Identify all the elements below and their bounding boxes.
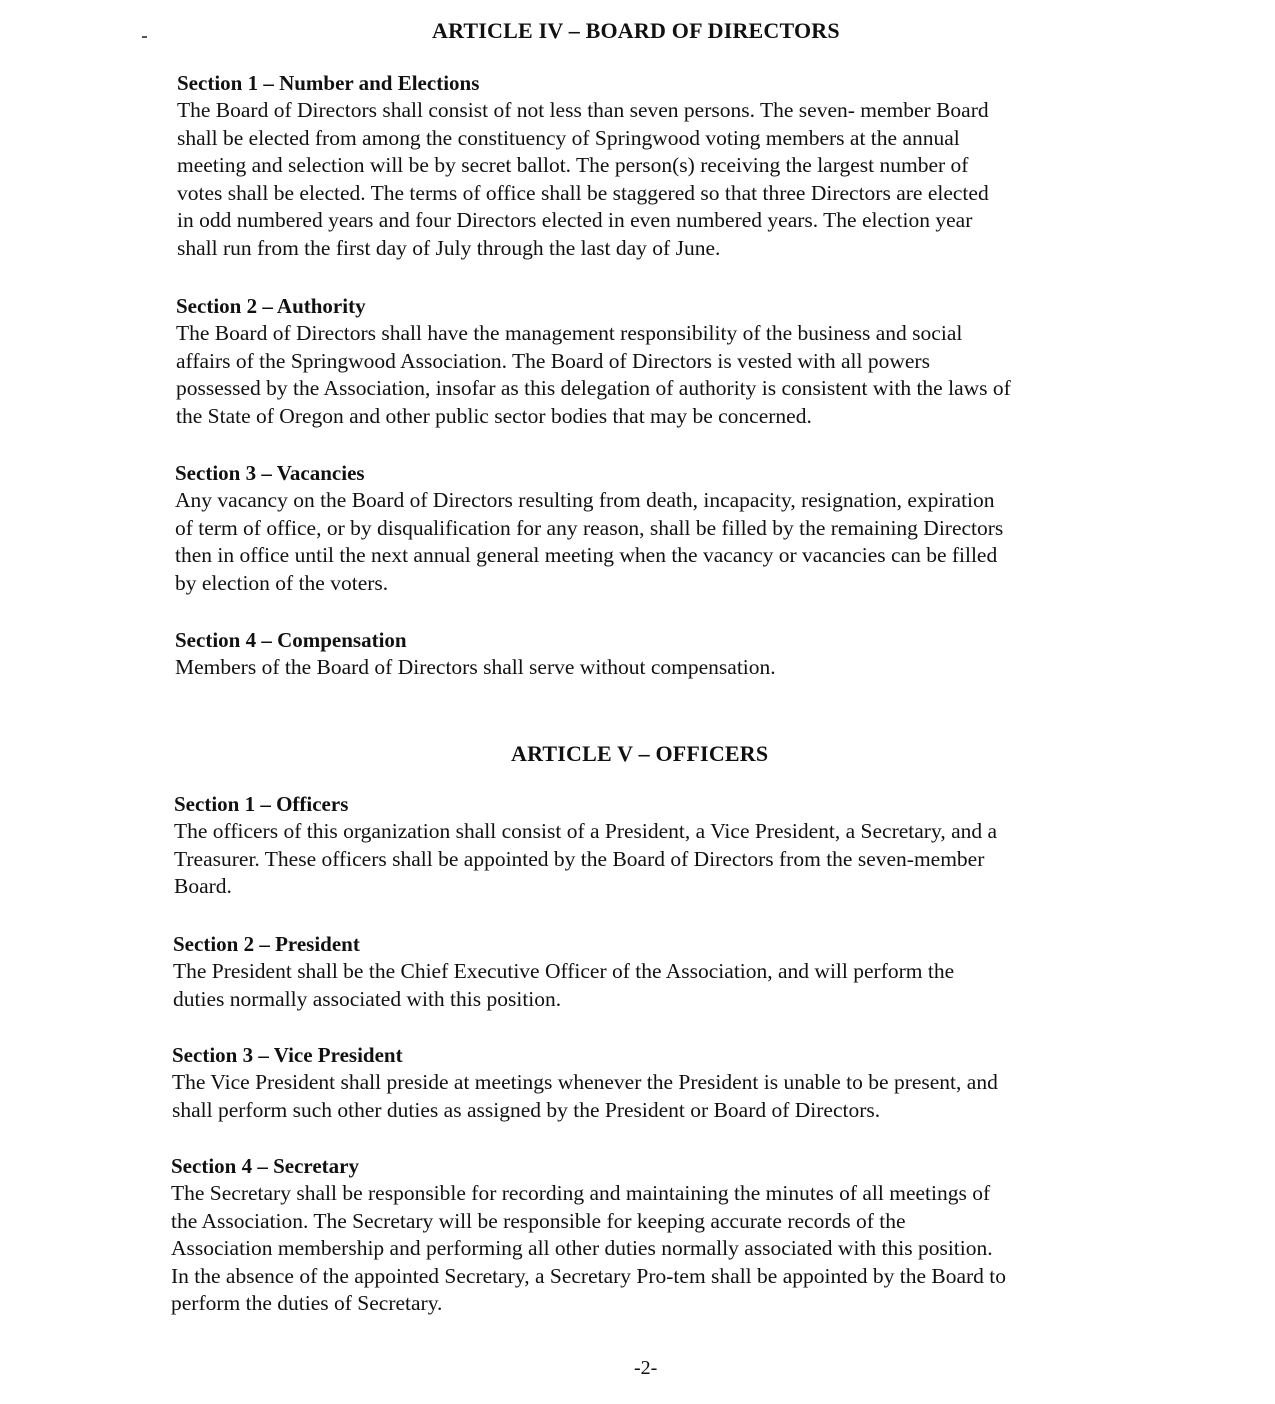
article-v-section-4 <box>171 1153 1141 1318</box>
section-heading: Section 3 – Vice President <box>172 1043 403 1067</box>
article-v-section-2 <box>173 931 1143 1013</box>
article-iv-section-2 <box>176 293 1146 430</box>
section-body: The President shall be the Chief Executive Officer of the Association, and will perform the duties normally associated with this position. <box>173 959 955 1011</box>
section-heading: Section 2 – Authority <box>176 294 366 318</box>
article-iv-title: ARTICLE IV – BOARD OF DIRECTORS <box>432 18 840 43</box>
scan-speck <box>142 36 147 38</box>
article-iv-section-4 <box>175 627 1145 682</box>
article-v-section-3 <box>172 1042 1142 1124</box>
article-iv-section-1 <box>177 70 1147 262</box>
section-body: The officers of this organization shall consist of a President, a Vice President, a Secretary, and a Treasurer. These officers shall be appointed by the Board of Directors from the seven-member Board. <box>174 819 998 898</box>
section-heading: Section 1 – Number and Elections <box>177 71 480 95</box>
article-v-title: ARTICLE V – OFFICERS <box>511 741 769 766</box>
section-body: Members of the Board of Directors shall serve without compensation. <box>175 655 776 679</box>
section-heading: Section 3 – Vacancies <box>175 461 365 485</box>
section-body: Any vacancy on the Board of Directors resulting from death, incapacity, resignation, expiration of term of office, or by disqualification for any reason, shall be filled by the remaining Directors then in office until the next annual general meeting when the vacancy or vacancies can be filled by election of the voters. <box>175 488 1004 595</box>
section-heading: Section 4 – Compensation <box>175 628 407 652</box>
section-body: The Board of Directors shall consist of not less than seven persons. The seven- member Board shall be elected from among the constituency of Springwood voting members at the annual meeting and selection will be by secret ballot. The person(s) receiving the largest number of votes shall be elected. The terms of office shall be staggered so that three Directors are elected in odd numbered years and four Directors elected in even numbered years. The election year shall run from the first day of July through the last day of June. <box>177 98 989 260</box>
section-heading: Section 2 – President <box>173 932 360 956</box>
section-body: The Vice President shall preside at meetings whenever the President is unable to be present, and shall perform such other duties as assigned by the President or Board of Directors. <box>172 1070 998 1122</box>
article-v-section-1 <box>174 791 1144 901</box>
section-heading: Section 1 – Officers <box>174 792 349 816</box>
section-body: The Secretary shall be responsible for recording and maintaining the minutes of all meetings of the Association. The Secretary will be responsible for keeping accurate records of the Association membership and performing all other duties normally associated with this position. In the absence of the appointed Secretary, a Secretary Pro-tem shall be appointed by the Board to perform the duties of Secretary. <box>171 1181 1007 1315</box>
section-body: The Board of Directors shall have the management responsibility of the business and social affairs of the Springwood Association. The Board of Directors is vested with all powers possessed by the Association, insofar as this delegation of authority is consistent with the laws of the State of Oregon and other public sector bodies that may be concerned. <box>176 321 1011 428</box>
section-heading: Section 4 – Secretary <box>171 1154 359 1178</box>
page-number: -2- <box>634 1357 658 1379</box>
article-iv-section-3 <box>175 460 1145 597</box>
